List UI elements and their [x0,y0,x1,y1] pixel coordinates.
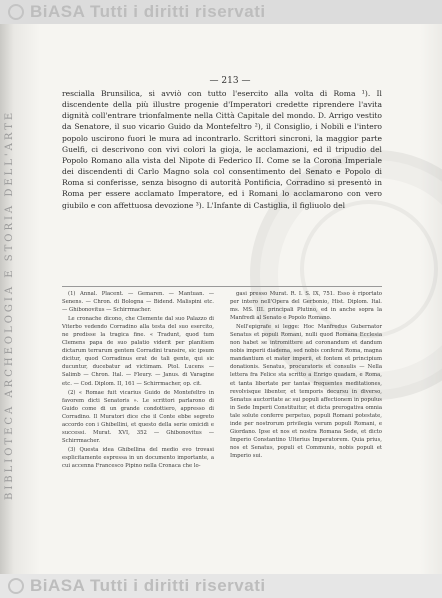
footnote: (3) Questa idea Ghibellina del medio evo trovasi esplicitamente espressa in un documento importante, a cui accenna Francesco Pipino nella Cronaca che lo- [62,446,214,469]
footnote: Le cronache dicono, che Clemente dal suo Palazzo di Viterbo vedendo Corradino alla testa del suo esercito, ne predisse la tragica fine. « Tradunt, quod tum Clemens papa de suo palatio viderit per planitiem dictarum terrarum gentem Corradini transire, sic ipsum dicitur, quod Corradinus erat de tali gente, qui sic ducuntur, ducebatur ad victimam. Ptol. Lucens — Salimb — Chron. Ital. — Fleury. — Janus. di Varagine etc. — Cod. Diplom. II, 161 — Schirrmacher, op. cit. [62,316,214,387]
footnotes-left-column [62,290,214,471]
main-body-text [62,88,382,211]
biasa-logo-icon [8,578,24,594]
footnote: gasi presso Murat. R. I. S. IX, 751. Esso è riportato per intero nell'Opera del Gerbonio, Hist. Diplom. Ital. ms. MS. III. principali Plutino, ed in anche sopra la Manfredi al Senato e Popolo Romano. [230,291,382,322]
watermark-banner-top [0,0,442,24]
footnote: (1) Annal. Placent. — Gemaren. — Mantuan. — Senens. — Chron. di Bologna — Bidend. Malispini etc. — Ghibonovitus — Schirrmacher. [62,291,214,314]
footnote: (2) « Romae fuit vicarius Guido de Montefeltro in favorem dicti Senatoris ». Le scrittori parlarono di Guido come di un grande condottiero, appresso di Corradino. Il Muratori dice che il Conte ebbe segreto accordo con i Ghibellini, et questo della serie omicidi e successi. Murat. XVI, 352 — Ghibonovitus — Schirrmacher. [62,389,214,444]
footnote-separator [62,286,382,287]
footnotes-right-column [230,290,382,461]
watermark-banner-bottom [0,574,442,598]
body-paragraph: rescialla Brunsilica, si avviò con tutto l'esercito alla volta di Roma ¹). Il discendente della più illustre progenie d'Imperatori credette riprendere l'avita dignità coll'entrare trionfalmente nella Città Capitale del mondo. D. Arrigo vestito da Senatore, il suo vicario Guido da Montefeltro ²), il Consiglio, i Nobili e l'intero popolo uscirono fuori le mura ad incontrarlo. Scrittori sincroni, la maggior parte Guelfi, ci descrivono con vivi colori la gioja, le acclamazioni, ed il tripudio del Popolo Romano alla vista del Nipote di Federico II. Come se la Corona Imperiale dei discendenti di Carlo Magno sola col consentimento del Senato e Popolo di Roma si conferisse, senza bisogno di autorità Pontificia, Corradino si presentò in Roma per essere acclamato Imperatore, ed i Romani lo acclamarono con vero giubilo e con affettuosa devozione ³). L'Infante di Castiglia, il figliuolo del [62,89,382,210]
watermark-text-top: BiASA Tutti i diritti riservati [30,2,266,21]
side-margin-text: BIBLIOTECA ARCHEOLOGIA E STORIA DELL'ARTE [4,109,15,500]
biasa-logo-icon [8,4,24,20]
watermark-text-bottom: BiASA Tutti i diritti riservati [30,576,266,595]
footnote: Nell'epigrafe si legge: Hoc Manfredus Gubernator Senatus et populi Romani, nulli quod Romana Ecclesia non habet se intromittere ad coronandum et dandum nobis imperii diadema, sed nobis conferat Roma, magna mandantium et mater imperii, et fontem et principium donationis. Senatus, procuratoris et consulis — Nella lettera fra Felice sta scritto a Enrigo quadam, e Roma, et tanta libertate per tantas frequentes meditationes, revolvisque libenter, et temporis decursu in diverso, Senatus auctoritate ac sui populi affectionem in populus in Sede Imperii Constituitur, et dicta prerogativa omnia tale solute conferre perpetuo, populi Romani potestate, inde per nostrorum privilegia verum populi Romani, e Giordano. Ipse et nos et nostra Romana Sede, et dicto Imperio Constantino Ulterius Imperatorem. Quia prius, nos et Senatus, populi et Communis, nobis populi et Imperio sui. [230,324,382,459]
page-number: — 213 — [209,76,251,86]
